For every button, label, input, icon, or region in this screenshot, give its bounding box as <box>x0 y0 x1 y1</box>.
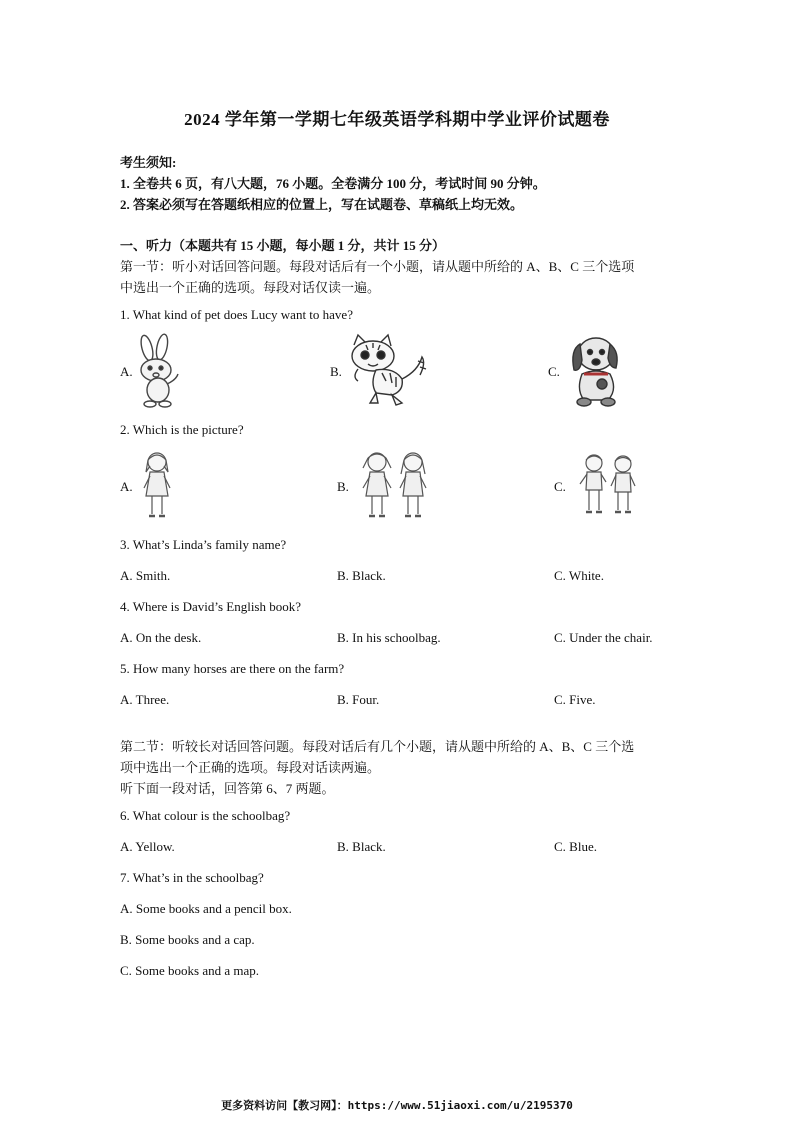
q5-option-b: B. Four. <box>337 692 380 707</box>
q2-option-b-label: B. <box>337 479 349 494</box>
footer-link[interactable]: 更多资料访问【教习网】：https://www.51jiaoxi.com/u/2195370 <box>221 1099 573 1112</box>
notice-heading: 考生须知: <box>120 155 177 170</box>
part1-instructions-line1: 第一节：听小对话回答问题。每段对话后有一个小题，请从题中所给的 A、B、C 三个选项 <box>120 259 635 274</box>
notice-item-1: 1. 全卷共 6 页，有八大题，76 小题。全卷满分 100 分，考试时间 90 分钟。 <box>120 176 546 191</box>
q3-option-c: C. White. <box>554 568 604 583</box>
q7-option-b: B. Some books and a cap. <box>120 932 255 947</box>
question-5: 5. How many horses are there on the farm? <box>120 661 345 676</box>
q3-option-b: B. Black. <box>337 568 386 583</box>
page-title: 2024 学年第一学期七年级英语学科期中学业评价试题卷 <box>184 110 610 129</box>
q6-option-c: C. Blue. <box>554 839 597 854</box>
question-7: 7. What’s in the schoolbag? <box>120 870 264 885</box>
q6-option-b: B. Black. <box>337 839 386 854</box>
q2-option-c-label: C. <box>554 479 566 494</box>
q3-option-a: A. Smith. <box>120 568 171 583</box>
tiger-kitten-image <box>346 333 432 407</box>
two-boys-image <box>578 452 640 518</box>
puppy-image <box>566 334 622 408</box>
notice-item-2: 2. 答案必须写在答题纸相应的位置上，写在试题卷、草稿纸上均无效。 <box>120 197 524 212</box>
q1-option-c-label: C. <box>548 364 560 379</box>
part2-instructions-line3: 听下面一段对话，回答第 6、7 两题。 <box>120 781 335 796</box>
section-heading-listening: 一、听力（本题共有 15 小题，每小题 1 分，共计 15 分） <box>120 238 446 253</box>
rabbit-image <box>134 334 184 410</box>
q7-option-c: C. Some books and a map. <box>120 963 260 978</box>
q4-option-a: A. On the desk. <box>120 630 202 645</box>
one-girl-image <box>140 450 174 522</box>
part2-instructions-line2: 项中选出一个正确的选项。每段对话读两遍。 <box>120 760 381 775</box>
q5-option-a: A. Three. <box>120 692 170 707</box>
part1-instructions-line2: 中选出一个正确的选项。每段对话仅读一遍。 <box>120 280 381 295</box>
q4-option-c: C. Under the chair. <box>554 630 653 645</box>
part2-instructions-line1: 第二节：听较长对话回答问题。每段对话后有几个小题，请从题中所给的 A、B、C 三个选 <box>120 739 635 754</box>
q1-option-a-label: A. <box>120 364 133 379</box>
q6-option-a: A. Yellow. <box>120 839 175 854</box>
question-4: 4. Where is David’s English book? <box>120 599 302 614</box>
q4-option-b: B. In his schoolbag. <box>337 630 441 645</box>
question-3: 3. What’s Linda’s family name? <box>120 537 287 552</box>
question-1: 1. What kind of pet does Lucy want to have? <box>120 307 353 322</box>
q1-option-b-label: B. <box>330 364 342 379</box>
q5-option-c: C. Five. <box>554 692 596 707</box>
two-girls-image <box>357 450 435 522</box>
q7-option-a: A. Some books and a pencil box. <box>120 901 292 916</box>
question-2: 2. Which is the picture? <box>120 422 244 437</box>
q2-option-a-label: A. <box>120 479 133 494</box>
question-6: 6. What colour is the schoolbag? <box>120 808 291 823</box>
